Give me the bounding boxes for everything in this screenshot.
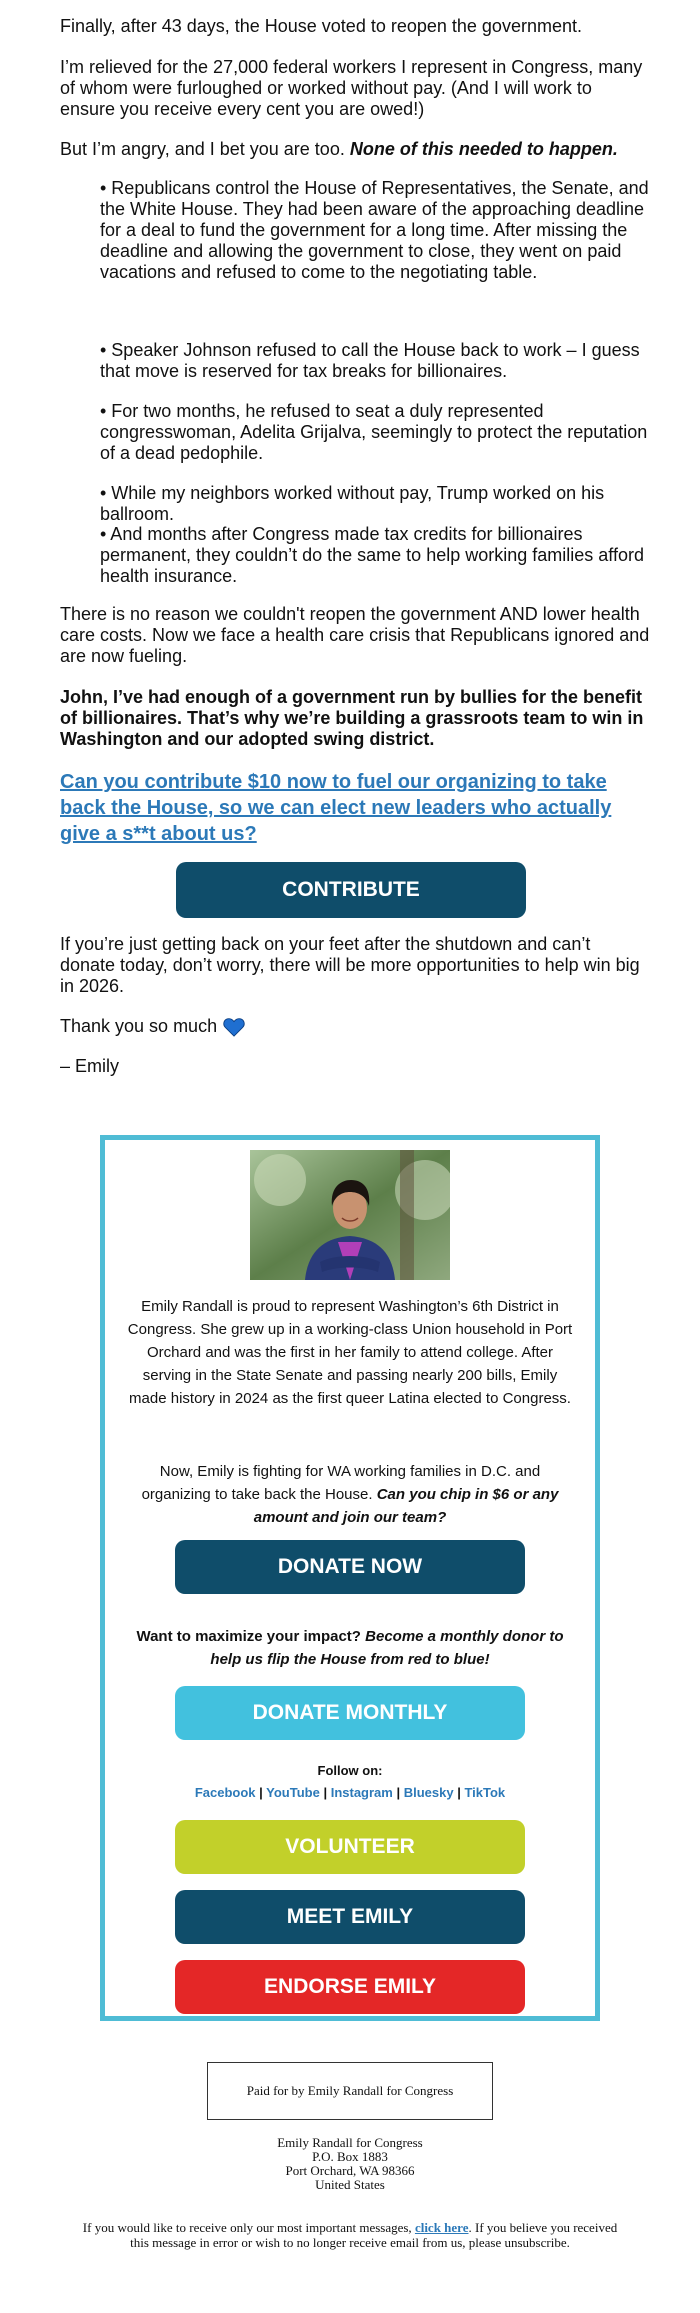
contribute-ask-link[interactable]: Can you contribute $10 now to fuel our organizing to take back the House, so we can elect new leaders who actually give a s**t about us? <box>60 771 612 845</box>
candidate-portrait-image <box>250 1150 450 1280</box>
monthly-donor-prompt <box>125 1625 575 1671</box>
unsubscribe-tail: . If you believe you received this message in error or wish to no longer receive email from us, please unsubscribe. <box>130 2220 618 2250</box>
shutdown-paragraph: If you’re just getting back on your feet after the shutdown and can’t donate today, don’t worry, there will be more opportunities to help win big in 2026. <box>60 934 640 996</box>
contribute-button[interactable]: CONTRIBUTE <box>176 862 526 918</box>
paid-for-disclaimer: Paid for by Emily Randall for Congress <box>207 2062 493 2120</box>
address-line: United States <box>315 2177 385 2192</box>
address-line: P.O. Box 1883 <box>312 2149 388 2164</box>
follow-label: Follow on: <box>317 1763 383 1778</box>
blue-heart-icon <box>223 1017 245 1037</box>
bullet-item: • Speaker Johnson refused to call the House back to work – I guess that move is reserved for tax breaks for billionaires. <box>100 340 640 381</box>
address-line: Port Orchard, WA 98366 <box>285 2163 415 2178</box>
thanks-text: Thank you so much <box>60 1016 218 1036</box>
candidate-card <box>100 1135 600 2021</box>
meet-emily-button[interactable]: MEET EMILY <box>175 1890 525 1944</box>
intro-paragraph: Finally, after 43 days, the House voted to reopen the government. <box>60 16 582 36</box>
signature: – Emily <box>60 1056 120 1076</box>
youtube-link[interactable]: YouTube <box>266 1785 320 1800</box>
donate-now-button[interactable]: DONATE NOW <box>175 1540 525 1594</box>
facebook-link[interactable]: Facebook <box>194 1785 256 1800</box>
bullet-item: • And months after Congress made tax credits for billionaires permanent, they couldn’t do the same to help working families afford health insurance. <box>100 524 644 586</box>
donate-monthly-button[interactable]: DONATE MONTHLY <box>175 1686 525 1740</box>
angry-emphasis: None of this needed to happen. <box>349 139 618 159</box>
thanks-line <box>60 1016 245 1037</box>
social-separator: | <box>392 1785 404 1800</box>
tiktok-link[interactable]: TikTok <box>464 1785 506 1800</box>
social-separator: | <box>453 1785 465 1800</box>
candidate-photo <box>250 1150 450 1280</box>
bullet-item: • Republicans control the House of Representatives, the Senate, and the White House. They had been aware of the approaching deadline for a deal to fund the government for a long time. After missing the deadline and allowing the government to close, they went on paid vacations and refused to come to the negotiating table. <box>100 178 649 282</box>
click-here-link[interactable]: click here <box>414 2220 469 2235</box>
endorse-emily-button[interactable]: ENDORSE EMILY <box>175 1960 525 2014</box>
no-reason-paragraph: There is no reason we couldn't reopen the government AND lower health care costs. Now we face a health care crisis that Republicans ignored and are now fueling. <box>60 604 650 666</box>
unsubscribe-lead: If you would like to receive only our most important messages, <box>82 2220 415 2235</box>
mailing-address <box>0 2136 700 2192</box>
volunteer-button[interactable]: VOLUNTEER <box>175 1820 525 1874</box>
social-separator: | <box>255 1785 267 1800</box>
fighting-lead: Now, Emily is fighting for WA working families in D.C. and organizing to take back the House. <box>141 1463 541 1503</box>
angry-lead: But I’m angry, and I bet you are too. <box>60 139 350 159</box>
maximize-emphasis: Become a monthly donor to help us flip the House from red to blue! <box>210 1628 564 1668</box>
chip-in-ask: Can you chip in $6 or any amount and join our team? <box>253 1486 559 1526</box>
fighting-paragraph <box>125 1460 575 1529</box>
social-links <box>125 1782 575 1803</box>
instagram-link[interactable]: Instagram <box>330 1785 393 1800</box>
social-separator: | <box>319 1785 331 1800</box>
bluesky-link[interactable]: Bluesky <box>403 1785 454 1800</box>
bullet-item: • While my neighbors worked without pay, Trump worked on his ballroom. <box>100 483 605 524</box>
relief-paragraph: I’m relieved for the 27,000 federal workers I represent in Congress, many of whom were furloughed or worked without pay. (And I will work to ensure you receive every cent you are owed!) <box>60 57 643 119</box>
maximize-lead: Want to maximize your impact? <box>136 1628 366 1645</box>
bullet-item: • For two months, he refused to seat a duly represented congresswoman, Adelita Grijalva, seemingly to protect the reputation of a dead pedophile. <box>100 401 648 463</box>
address-line: Emily Randall for Congress <box>277 2135 423 2150</box>
unsubscribe-notice <box>80 2220 620 2250</box>
candidate-bio: Emily Randall is proud to represent Washington’s 6th District in Congress. She grew up in a working-class Union household in Port Orchard and was the first in her family to attend college. After serving in the State Senate and passing nearly 200 bills, Emily made history in 2024 as the first queer Latina elected to Congress. <box>127 1298 573 1407</box>
angry-paragraph <box>60 139 618 160</box>
bullies-paragraph: John, I’ve had enough of a government run by bullies for the benefit of billionaires. That’s why we’re building a grassroots team to win in Washington and our adopted swing district. <box>60 687 644 749</box>
